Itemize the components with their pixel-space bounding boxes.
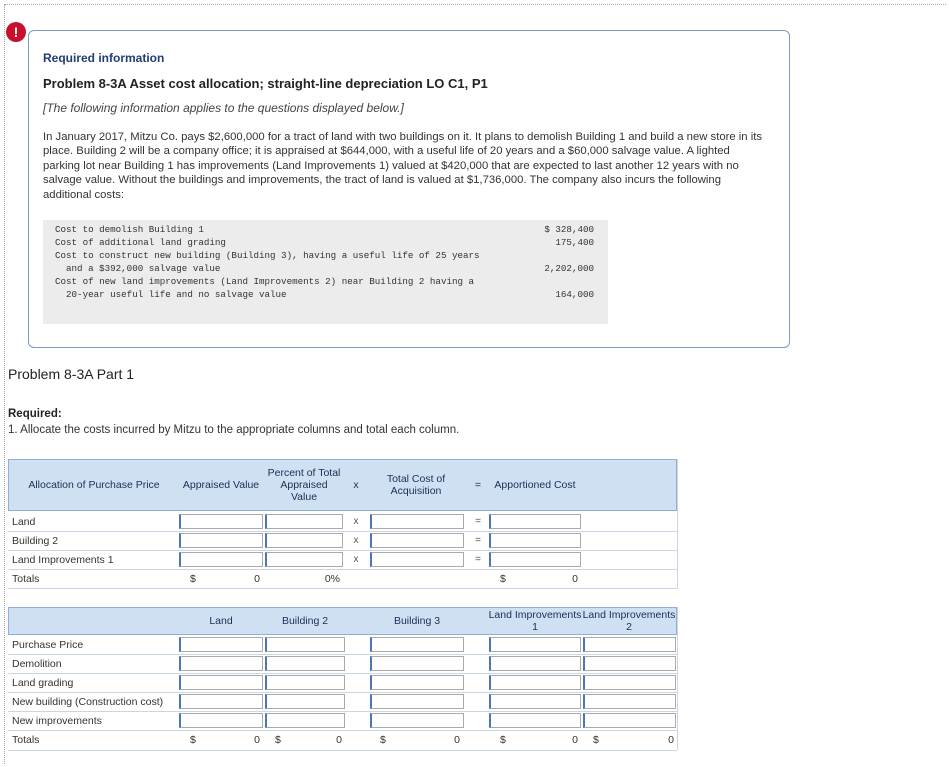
header-land-improvements-1: Land Improvements 1 — [488, 609, 582, 633]
row-label-land-grading: Land grading — [12, 677, 74, 689]
totals-apportioned-dollar: $ — [500, 573, 506, 585]
landimp1-percent-input[interactable] — [265, 552, 343, 567]
row-label-land: Land — [12, 516, 36, 528]
grading-land-input[interactable] — [179, 675, 263, 690]
landimp1-totalcost-input[interactable] — [370, 552, 464, 567]
row-divider — [8, 730, 677, 731]
problem-paragraph: In January 2017, Mitzu Co. pays $2,600,000 for a tract of land with two buildings on it. It plans to demolish Building 1 and build a new store in its place. Building 2 will be a company office; it is appraised at $644,000, with a useful life of 20 years and a $60,000 salvage value. A lighted parking lot near Building 1 has improvements (Land Improvements 1) valued at $420,000 that are expected to last another 12 years with no salvage value. Without the buildings and improvements, the tract of land is valued at $1,736,000. The company also incurs the following additional costs: — [43, 131, 763, 201]
land-percent-input[interactable] — [265, 514, 343, 529]
building2-appraised-input[interactable] — [179, 533, 263, 548]
grading-landimp2-input[interactable] — [583, 675, 676, 690]
landimp1-appraised-input[interactable] — [179, 552, 263, 567]
demolition-landimp1-input[interactable] — [489, 656, 581, 671]
total-building2-dollar: $ — [275, 734, 281, 746]
additional-costs-box — [43, 220, 608, 324]
total-building3-value: 0 — [454, 734, 460, 746]
cost-label-cont: and a $392,000 salvage value — [55, 263, 221, 274]
totals-appraised-dollar: $ — [190, 573, 196, 585]
newimp-landimp1-input[interactable] — [489, 713, 581, 728]
purchase-building2-input[interactable] — [265, 637, 345, 652]
info-note: [The following information applies to the questions displayed below.] — [43, 101, 404, 115]
totals-percent-value: 0% — [324, 573, 340, 585]
row-label-demolition: Demolition — [12, 658, 62, 670]
cost-label: Cost to demolish Building 1 — [55, 224, 204, 235]
newbuilding-land-input[interactable] — [179, 694, 263, 709]
header-building-3: Building 3 — [393, 615, 441, 627]
newimp-landimp2-input[interactable] — [583, 713, 676, 728]
header-allocation: Allocation of Purchase Price — [28, 479, 160, 491]
row-label-purchase-price: Purchase Price — [12, 639, 84, 651]
info-box — [28, 30, 790, 348]
row-label-new-improvements: New improvements — [12, 715, 102, 727]
op-x: x — [353, 535, 359, 546]
total-land-dollar: $ — [190, 734, 196, 746]
demolition-building3-input[interactable] — [370, 656, 464, 671]
op-eq: = — [475, 535, 481, 546]
building2-apportioned-input[interactable] — [489, 533, 581, 548]
table2-right-border — [677, 607, 678, 750]
newbuilding-landimp1-input[interactable] — [489, 694, 581, 709]
total-land-value: 0 — [254, 734, 260, 746]
row-label-totals-2: Totals — [12, 734, 40, 746]
cost-value: 175,400 — [555, 237, 594, 248]
row-divider — [8, 588, 677, 589]
alert-icon: ! — [6, 22, 26, 42]
header-eq: = — [474, 479, 482, 491]
row-divider — [8, 550, 677, 551]
required-info-heading: Required information — [43, 51, 165, 65]
total-building3-dollar: $ — [380, 734, 386, 746]
problem-title: Problem 8-3A Asset cost allocation; straight-line depreciation LO C1, P1 — [43, 76, 488, 91]
total-landimp1-value: 0 — [572, 734, 578, 746]
totals-apportioned-value: 0 — [572, 573, 578, 585]
part-title: Problem 8-3A Part 1 — [8, 366, 135, 382]
land-totalcost-input[interactable] — [370, 514, 464, 529]
building2-totalcost-input[interactable] — [370, 533, 464, 548]
grading-building2-input[interactable] — [265, 675, 345, 690]
required-label: Required: — [8, 408, 62, 420]
newbuilding-building2-input[interactable] — [265, 694, 345, 709]
row-label-totals: Totals — [12, 573, 40, 585]
cost-value: $ 328,400 — [544, 224, 594, 235]
row-divider — [8, 692, 677, 693]
newimp-land-input[interactable] — [179, 713, 263, 728]
row-label-building-2: Building 2 — [12, 535, 59, 547]
demolition-landimp2-input[interactable] — [583, 656, 676, 671]
demolition-building2-input[interactable] — [265, 656, 345, 671]
header-land: Land — [209, 615, 233, 627]
grading-landimp1-input[interactable] — [489, 675, 581, 690]
header-building-2: Building 2 — [281, 615, 329, 627]
cost-label: Cost of additional land grading — [55, 237, 226, 248]
total-landimp1-dollar: $ — [500, 734, 506, 746]
header-percent: Percent of Total Appraised Value — [267, 467, 341, 503]
cost-label-cont: 20-year useful life and no salvage value — [55, 289, 287, 300]
row-label-new-building: New building (Construction cost) — [12, 696, 164, 708]
land-apportioned-input[interactable] — [489, 514, 581, 529]
cost-value: 2,202,000 — [544, 263, 594, 274]
landimp1-apportioned-input[interactable] — [489, 552, 581, 567]
cost-label: Cost of new land improvements (Land Improvements 2) near Building 2 having a — [55, 276, 475, 287]
newbuilding-landimp2-input[interactable] — [583, 694, 676, 709]
purchase-building3-input[interactable] — [370, 637, 464, 652]
op-eq: = — [475, 554, 481, 565]
op-eq: = — [475, 516, 481, 527]
newimp-building2-input[interactable] — [265, 713, 345, 728]
total-landimp2-value: 0 — [668, 734, 674, 746]
row-divider — [8, 711, 677, 712]
op-x: x — [353, 516, 359, 527]
op-x: x — [353, 554, 359, 565]
newbuilding-building3-input[interactable] — [370, 694, 464, 709]
header-total-cost: Total Cost of Acquisition — [386, 473, 446, 497]
table1-right-border — [677, 459, 678, 589]
cost-label: Cost to construct new building (Building 3), having a useful life of 25 years — [55, 250, 480, 261]
total-landimp2-dollar: $ — [593, 734, 599, 746]
header-x: x — [353, 479, 359, 491]
row-label-land-improvements-1: Land Improvements 1 — [12, 554, 114, 566]
purchase-landimp1-input[interactable] — [489, 637, 581, 652]
demolition-land-input[interactable] — [179, 656, 263, 671]
purchase-landimp2-input[interactable] — [583, 637, 676, 652]
header-appraised: Appraised Value — [182, 479, 260, 491]
row-divider — [8, 569, 677, 570]
totals-appraised-value: 0 — [254, 573, 260, 585]
newimp-building3-input[interactable] — [370, 713, 464, 728]
grading-building3-input[interactable] — [370, 675, 464, 690]
row-divider — [8, 531, 677, 532]
land-appraised-input[interactable] — [179, 514, 263, 529]
header-land-improvements-2: Land Improvements 2 — [582, 609, 676, 633]
instruction-text: 1. Allocate the costs incurred by Mitzu to the appropriate columns and total each column. — [8, 424, 460, 436]
cost-value: 164,000 — [555, 289, 594, 300]
total-building2-value: 0 — [336, 734, 342, 746]
row-divider — [8, 673, 677, 674]
row-divider — [8, 654, 677, 655]
header-apportioned: Apportioned Cost — [494, 479, 576, 491]
building2-percent-input[interactable] — [265, 533, 343, 548]
purchase-land-input[interactable] — [179, 637, 263, 652]
row-divider — [8, 750, 677, 751]
